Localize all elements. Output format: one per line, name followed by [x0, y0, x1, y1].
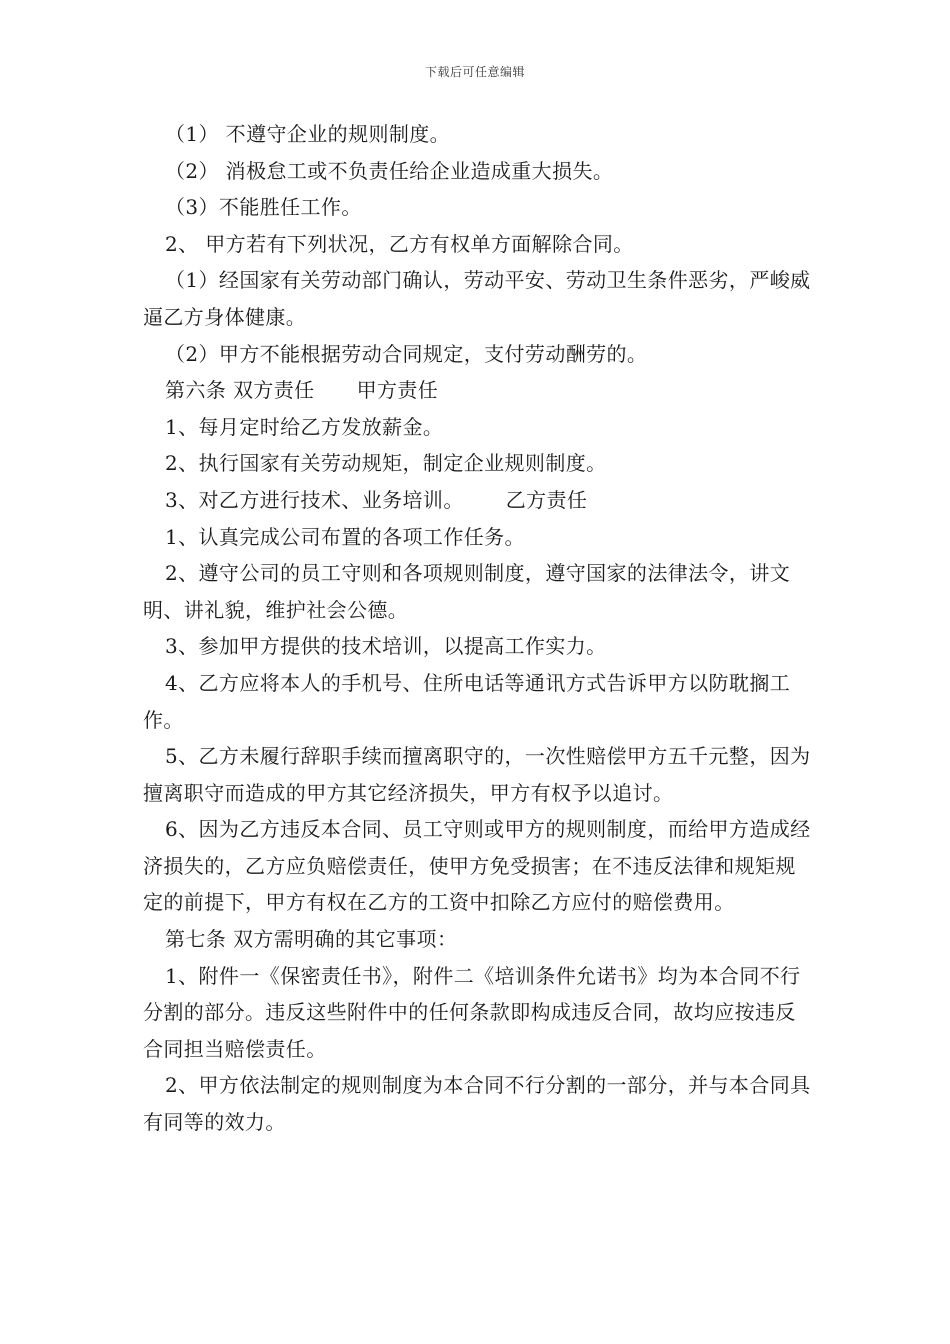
paragraph: 4、乙方应将本人的手机号、住所电话等通讯方式告诉甲方以防耽搁工作。: [143, 670, 791, 732]
document-body: [143, 116, 811, 1141]
paragraph: 6、因为乙方违反本合同、员工守则或甲方的规则制度，而给甲方造成经济损失的，乙方应负赔偿责任，使甲方免受损害；在不违反法律和规矩规定的前提下，甲方有权在乙方的工资中扣除乙方应付的赔偿费用。: [143, 817, 811, 915]
paragraph: 2、甲方依法制定的规则制度为本合同不行分割的一部分，并与本合同具有同等的效力。: [143, 1073, 811, 1135]
paragraph: 3、参加甲方提供的技术培训，以提高工作实力。: [165, 634, 607, 659]
paragraph: 2、遵守公司的员工守则和各项规则制度，遵守国家的法律法令，讲文明、讲礼貌，维护社会公德。: [143, 561, 791, 622]
subsection-title: 甲方责任: [356, 378, 439, 403]
paragraph: （2）甲方不能根据劳动合同规定，支付劳动酬劳的。: [165, 341, 648, 366]
paragraph-with-subheading: [143, 482, 811, 519]
paragraph: 2、执行国家有关劳动规矩，制定企业规则制度。: [165, 451, 607, 476]
paragraph: （1）经国家有关劳动部门确认，劳动平安、劳动卫生条件恶劣，严峻威逼乙方身体健康。: [143, 268, 811, 329]
paragraph: （2） 消极怠工或不负责任给企业造成重大损失。: [165, 158, 614, 183]
paragraph: 2、 甲方若有下列状况，乙方有权单方面解除合同。: [165, 231, 634, 256]
paragraph: 1、认真完成公司布置的各项工作任务。: [165, 524, 525, 549]
paragraph: 5、乙方未履行辞职手续而擅离职守的，一次性赔偿甲方五千元整，因为擅离职守而造成的甲方其它经济损失，甲方有权予以追讨。: [143, 744, 811, 805]
section-title: 第六条 双方责任: [165, 378, 315, 403]
paragraph: 1、每月定时给乙方发放薪金。: [165, 414, 444, 439]
paragraph: （3）不能胜任工作。: [165, 195, 362, 220]
page-header: 下载后可任意编辑: [424, 65, 525, 79]
paragraph: 1、附件一《保密责任书》，附件二《培训条件允诺书》均为本合同不行分割的部分。违反这些附件中的任何条款即构成违反合同，故均应按违反合同担当赔偿责任。: [143, 963, 801, 1061]
paragraph-text: 3、对乙方进行技术、业务培训。: [165, 487, 464, 512]
section-title: 第七条 双方需明确的其它事项：: [165, 927, 458, 952]
paragraph: （1） 不遵守企业的规则制度。: [165, 122, 451, 146]
subsection-title: 乙方责任: [505, 487, 588, 512]
section-heading-line: [143, 372, 811, 409]
